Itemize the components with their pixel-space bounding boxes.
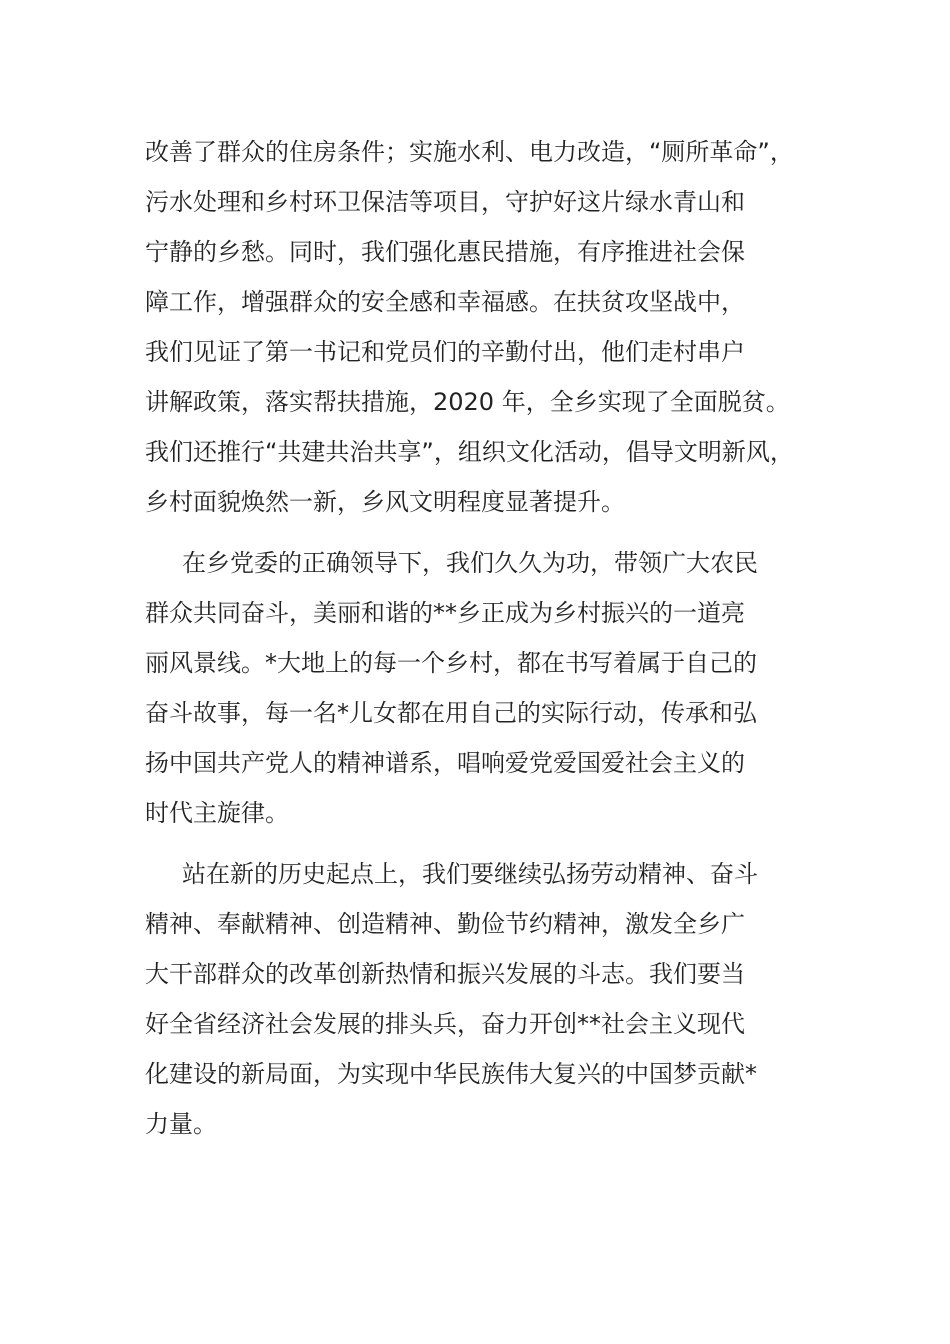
document-body: [145, 127, 835, 1149]
text-line: 扬中国共产党人的精神谱系，唱响爱党爱国爱社会主义的: [145, 749, 745, 777]
paragraph-2: [145, 538, 835, 838]
paragraph-1: [145, 127, 835, 527]
text-line: 我们见证了第一书记和党员们的辛勤付出，他们走村串户: [145, 338, 745, 366]
text-line: 好全省经济社会发展的排头兵，奋力开创**社会主义现代: [145, 1010, 745, 1038]
text-line: 时代主旋律。: [145, 799, 289, 827]
paragraph-3: [145, 849, 835, 1149]
text-line: 站在新的历史起点上，我们要继续弘扬劳动精神、奋斗: [182, 860, 758, 888]
text-line: 丽风景线。*大地上的每一个乡村，都在书写着属于自己的: [145, 649, 757, 677]
text-line: 障工作，增强群众的安全感和幸福感。在扶贫攻坚战中，: [145, 288, 745, 316]
text-line: 改善了群众的住房条件；实施水利、电力改造，“厕所革命”，: [145, 138, 794, 166]
text-line: 讲解政策，落实帮扶措施，2020 年，全乡实现了全面脱贫。: [145, 388, 790, 416]
text-line: 群众共同奋斗，美丽和谐的**乡正成为乡村振兴的一道亮: [145, 599, 745, 627]
text-line: 我们还推行“共建共治共享”，组织文化活动，倡导文明新风，: [145, 438, 794, 466]
text-line: 污水处理和乡村环卫保洁等项目，守护好这片绿水青山和: [145, 188, 745, 216]
text-line: 力量。: [145, 1110, 217, 1138]
text-line: 奋斗故事，每一名*儿女都在用自己的实际行动，传承和弘: [145, 699, 757, 727]
text-line: 乡村面貌焕然一新，乡风文明程度显著提升。: [145, 488, 625, 516]
text-line: 在乡党委的正确领导下，我们久久为功，带领广大农民: [182, 549, 758, 577]
text-line: 宁静的乡愁。同时，我们强化惠民措施，有序推进社会保: [145, 238, 745, 266]
text-line: 化建设的新局面，为实现中华民族伟大复兴的中国梦贡献*: [145, 1060, 757, 1088]
text-line: 大干部群众的改革创新热情和振兴发展的斗志。我们要当: [145, 960, 745, 988]
text-line: 精神、奉献精神、创造精神、勤俭节约精神，激发全乡广: [145, 910, 745, 938]
